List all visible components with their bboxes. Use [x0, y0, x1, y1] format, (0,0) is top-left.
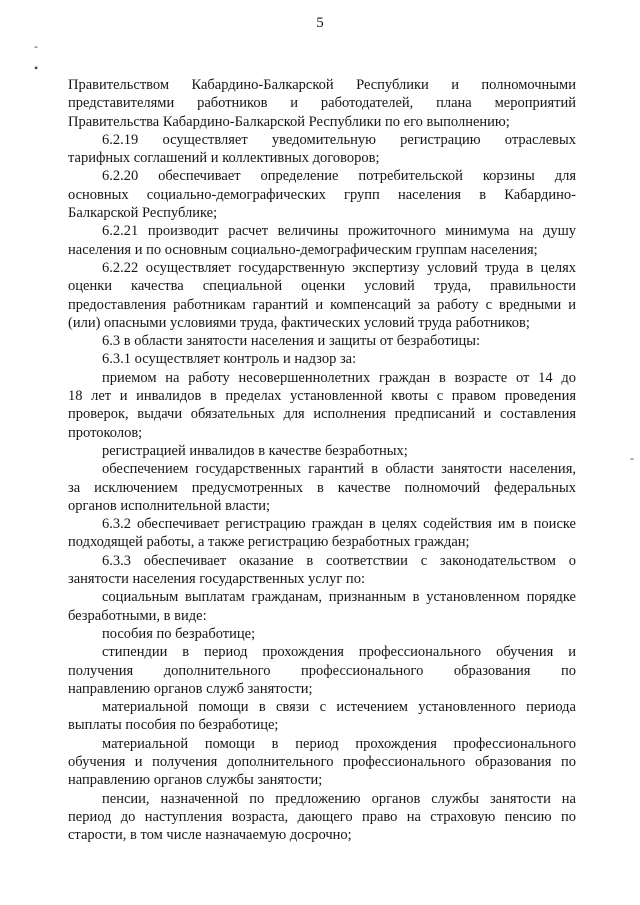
text-line: обеспечением государственных гарантий в области занятости населения,	[102, 461, 576, 478]
text-line: приемом на работу несовершеннолетних граждан в возрасте от 14 до	[102, 369, 576, 386]
text-line: безработными, в виде:	[68, 607, 207, 624]
text-line: 6.2.21 производит расчет величины прожиточного минимума на душу	[102, 223, 576, 240]
text-line: (или) опасными условиями труда, фактических условий труда работников;	[68, 314, 530, 331]
text-line: период до наступления возраста, дающего право на страховую пенсию по	[68, 808, 576, 825]
text-line: 6.2.19 осуществляет уведомительную регистрацию отраслевых	[102, 131, 576, 148]
text-line: выплаты пособия по безработице;	[68, 717, 279, 734]
text-line: пенсии, назначенной по предложению органов службы занятости на	[102, 790, 576, 807]
text-line: направлению органов службы занятости;	[68, 772, 323, 789]
text-line: населения и по основным социально-демографическим группам населения;	[68, 241, 538, 258]
text-line: Правительством Кабардино-Балкарской Республики и полномочными	[68, 77, 576, 93]
text-line: 6.2.20 обеспечивает определение потребительской корзины для	[102, 168, 576, 185]
text-line: материальной помощи в период прохождения профессионального	[102, 735, 576, 752]
text-line: стипендии в период прохождения профессионального обучения и	[102, 644, 576, 661]
margin-mark: •	[34, 61, 39, 75]
text-line: направлению органов служб занятости;	[68, 680, 313, 697]
text-line: 18 лет и инвалидов в пределах установленной квоты с правом проведения	[68, 388, 576, 405]
text-line: социальным выплатам гражданам, признанным в установленном порядке	[102, 589, 576, 606]
text-line: проверок, выдачи обязательных для исполнения предписаний и составления	[68, 406, 576, 423]
text-line: 6.2.22 осуществляет государственную экспертизу условий труда в целях	[102, 259, 576, 276]
margin-mark: -	[630, 451, 634, 465]
text-line: пособия по безработице;	[102, 625, 256, 642]
text-line: занятости населения государственных услуг по:	[68, 571, 365, 588]
text-line: подходящей работы, а также регистрацию безработных граждан;	[68, 534, 470, 551]
page-number: 5	[316, 15, 324, 31]
text-line: предоставления работникам гарантий и компенсаций за работу с вредными и	[68, 296, 576, 313]
text-line: 6.3 в области занятости населения и защиты от безработицы:	[102, 333, 481, 350]
margin-mark: -	[34, 39, 38, 53]
text-line: материальной помощи в связи с истечением установленного периода	[102, 699, 576, 716]
text-line: Балкарской Республике;	[68, 205, 218, 222]
text-line: обучения и получения дополнительного профессионального образования по	[68, 753, 576, 770]
text-line: старости, в том числе назначаемую досрочно;	[68, 827, 352, 844]
text-line: тарифных соглашений и коллективных договоров;	[68, 150, 380, 167]
text-line: Правительства Кабардино-Балкарской Республики по его выполнению;	[68, 113, 510, 130]
text-line: 6.3.3 обеспечивает оказание в соответствии с законодательством о	[102, 552, 576, 569]
text-line: основных социально-демографических групп населения в Кабардино-	[68, 186, 576, 203]
text-line: за исключением предусмотренных в качестве полномочий федеральных	[68, 479, 576, 496]
text-line: 6.3.1 осуществляет контроль и надзор за:	[102, 351, 357, 368]
document-body	[68, 76, 576, 844]
text-line: регистрацией инвалидов в качестве безработных;	[102, 442, 408, 459]
text-line: представителями работников и работодателей, плана мероприятий	[68, 95, 576, 112]
text-line: оценки качества специальной оценки условий труда, правильности	[68, 278, 576, 295]
text-line: получения дополнительного профессионального образования по	[68, 662, 576, 679]
text-line: 6.3.2 обеспечивает регистрацию граждан в целях содействия им в поиске	[102, 516, 576, 533]
text-line: органов исполнительной власти;	[68, 497, 271, 514]
text-line: протоколов;	[68, 424, 143, 441]
